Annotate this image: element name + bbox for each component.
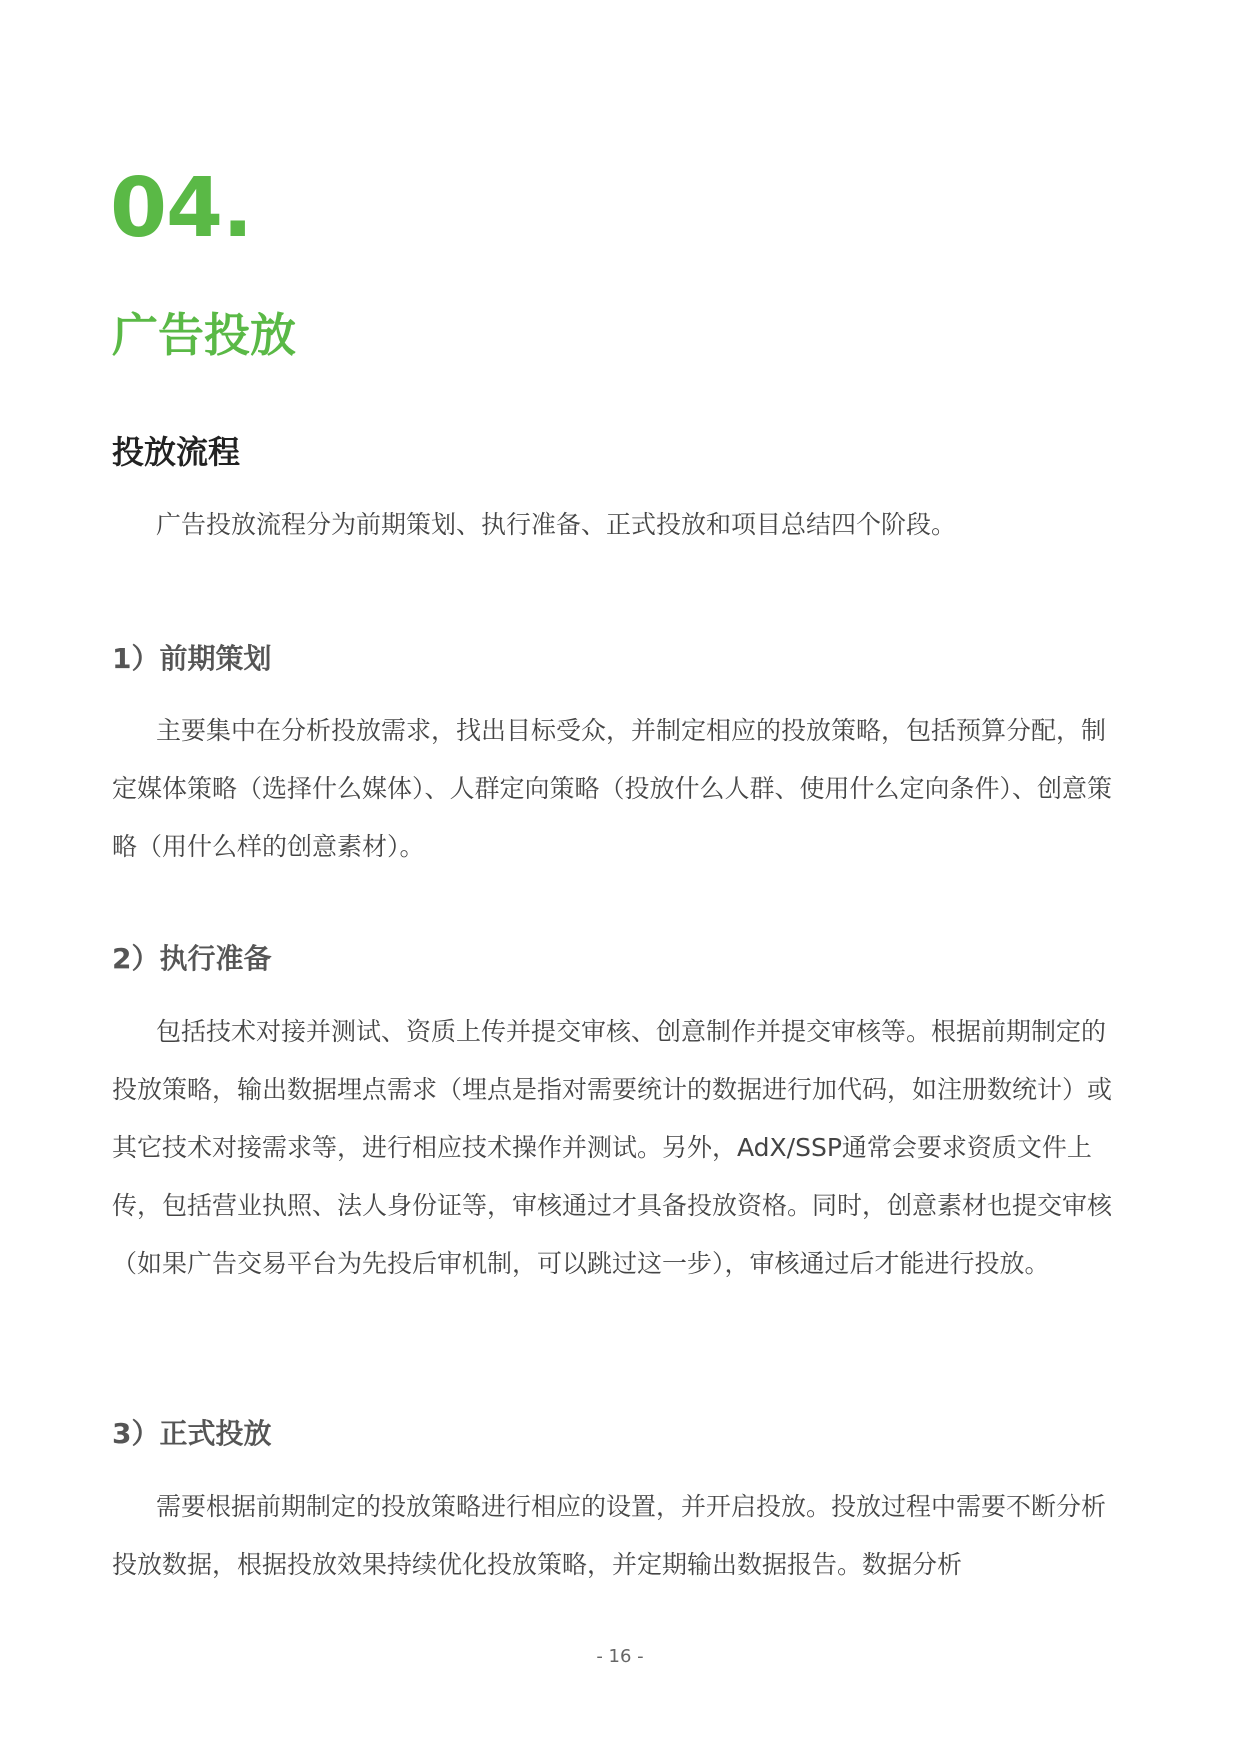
chapter-number: 04. <box>110 161 253 256</box>
subsection-body-preparation: 包括技术对接并测试、资质上传并提交审核、创意制作并提交审核等。根据前期制定的投放策略，输出数据埋点需求（埋点是指对需要统计的数据进行加代码，如注册数统计）或其它技术对接需求等，进行相应技术操作并测试。另外，AdX/SSP通常会要求资质文件上传，包括营业执照、法人身份证等，审核通过才具备投放资格。同时，创意素材也提交审核（如果广告交易平台为先投后审机制，可以跳过这一步），审核通过后才能进行投放。 <box>112 1017 1113 1278</box>
subsection-title-planning: 1）前期策划 <box>112 642 272 675</box>
section-title: 投放流程 <box>112 433 241 471</box>
subsection-body-planning: 主要集中在分析投放需求，找出目标受众，并制定相应的投放策略，包括预算分配，制定媒体策略（选择什么媒体）、人群定向策略（投放什么人群、使用什么定向条件）、创意策略（用什么样的创意素材）。 <box>112 716 1113 861</box>
page-number: - 16 - <box>596 1646 644 1667</box>
chapter-title: 广告投放 <box>112 308 296 362</box>
subsection-title-launch: 3）正式投放 <box>112 1417 272 1450</box>
section-intro-paragraph: 广告投放流程分为前期策划、执行准备、正式投放和项目总结四个阶段。 <box>156 510 957 539</box>
subsection-title-preparation: 2）执行准备 <box>112 942 272 975</box>
subsection-body-launch: 需要根据前期制定的投放策略进行相应的设置，并开启投放。投放过程中需要不断分析投放数据，根据投放效果持续优化投放策略，并定期输出数据报告。数据分析 <box>112 1492 1107 1579</box>
